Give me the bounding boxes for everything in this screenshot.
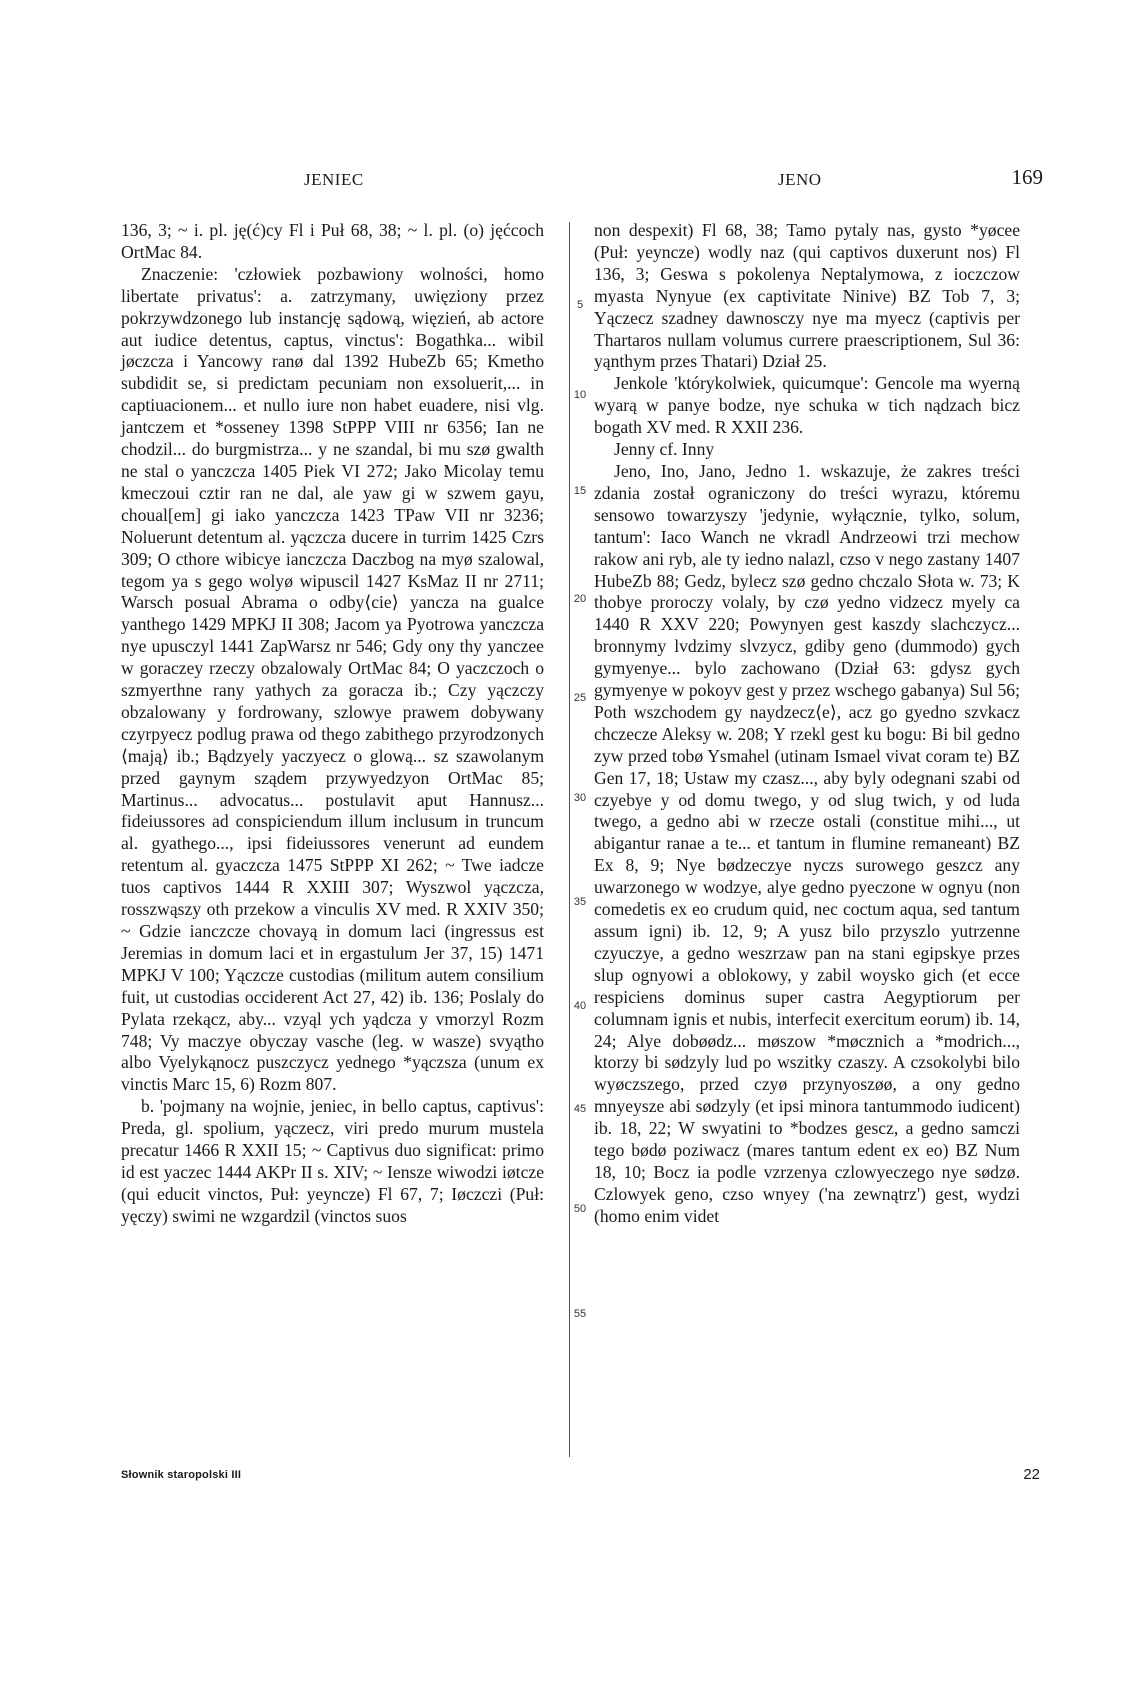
line-number: 20 <box>573 593 587 605</box>
left-column <box>121 220 544 1228</box>
line-number: 10 <box>573 389 587 401</box>
footer-series-title: Słownik staropolski III <box>121 1469 242 1481</box>
entry-paragraph: Znaczenie: 'człowiek pozbawiony wolności, homo libertate privatus': a. zatrzymany, uwięziony przez pokrzywdzonego lub instancję sądową, więzień, ab actore aut iudice detentus, captus, vinctus': Bogathka... wibil jøczcza i Yancowy ranø dal 1392 HubeZb 65; Kmetho subdidit se, si predictam pecuniam non exsoluerit,... in captiuacionem... et nullo iure non habet euadere, nisi vlg. jantczem et *osseney 1398 StPPP VIII nr 6356; Ian ne chodzil... do burgmistrza... y ne szandal, bi mu szø gwalth ne stal o yanczcza 1405 Piek VI 272; Jako Micolay temu kmeczoui cztir ran ne dal, ale yaw gi w szwem gayu, choual[em] gi iako yanczcza 1423 TPaw VII nr 3236; Noluerunt detentum al. yączcza ducere in turrim 1425 Czrs 309; O cthore wibicye ianczcza Daczbog na myø szalowal, tegom ya s gego wolyø wipuscil 1427 KsMaz II nr 2711; Warsch posual Abrama o odby⟨cie⟩ yancza na gualce yanthego 1429 MPKJ II 308; Jacom ya Pyotrowa yanczcza nye upusczyl 1441 ZapWarsz nr 546; Gdy ony thy yanczee w goraczey rzeczy obzalowaly OrtMac 84; O yaczczoch o szmyerthne rany yathych za goracza ib.; Czy yączczy obzalowany y fordrowany, szlowye prawem dobywany czyrpyecz podlug prawa od thego zabithego przyrodzonych ⟨mają⟩ ib.; Bądzyely yaczyecz o glową... sz szawolanym przed gaynym sządem przywyedzyon OrtMac 85; Martinus... advocatus... postulavit aput Hannusz... fideiussores ad conspiciendum illum inclusum in truncum al. gyathego..., ipsi fideiussores venerunt ad eundem retentum al. gyaczcza 1475 StPPP XI 262; ~ Twe iadcze tuos captivos 1444 R XXIII 307; Wyszwol yączcza, rosszwąszy oth przekow a vinculis XV med. R XXIV 350; ~ Gdzie ianczcze chovayą in domum laci (ingressus est Jeremias in domum laci et in ergastulum Jer 37, 15) 1471 MPKJ V 100; Yączcze custodias (militum autem consilium fuit, ut custodias occiderent Act 27, 42) ib. 136; Poslaly do Pylata rzekącz, aby... vzyąl ych yądcza y vmorzyl Rozm 748; Vy maczye obyczay vasche (leg. w wasze) svyątho albo Vyelykąnocz puszczycz yednego *yączsza (unum ex vinctis Marc 15, 6) Rozm 807. <box>121 263 544 1095</box>
line-number: 5 <box>576 299 584 311</box>
left-running-head: JENIEC <box>304 170 364 189</box>
line-number: 30 <box>573 792 587 804</box>
page-number: 169 <box>1011 165 1043 189</box>
line-number: 40 <box>573 1000 587 1012</box>
line-number: 15 <box>573 485 587 497</box>
line-number: 25 <box>573 692 587 704</box>
line-number: 35 <box>573 896 587 908</box>
line-number: 50 <box>573 1203 587 1215</box>
footer-signature-number: 22 <box>1023 1466 1040 1483</box>
entry-paragraph: Jeno, Ino, Jano, Jedno 1. wskazuje, że zakres treści zdania został ograniczony do treści wyrazu, któremu sensowo towarzyszy 'jedynie, wyłącznie, tylko, solum, tantum': Iaco Wanch ne vkradl Andrzeowi trzi mechow rakow ani ryb, ale ty iedno nalazl, czso v nego zastany 1407 HubeZb 88; Gedz, bylecz szø gedno chczalo Słota w. 73; K thobye proroczy volaly, by czø yedno vidzecz myely ca 1440 R XXV 220; Powynyen gest kaszdy slachczycz... bronnymy lvdzimy slvzycz, gdiby geno (dummodo) gych gymyenye... bylo zachowano (Dział 63: gdysz gych gymyenye w pokoyv gest y przez wschego gabanya) Sul 56; Poth wszchodem gy naydzecz⟨e⟩, acz go gyedno szvkacz chczecze Aleksy w. 208; Y rzekl gest ku bogu: Bi bil gedno zyw przed tobø Ysmahel (utinam Ismael vivat coram te) BZ Gen 17, 18; Ustaw my czasz..., aby byly odegnani szabi od czyebye y od domu twego, y od slug twich, y od luda twego, a gedno abi w rzecze ostali (constitue mihi..., ut abigantur ranae a te... et tantum in flumine remaneant) BZ Ex 8, 9; Nye bødzeczye nyczs surowego geszcz any uwarzonego w wodzye, alye gedno pyeczone w ognyu (non comedetis ex eo crudum quid, nec coctum aqua, sed tantum assum igni) ib. 12, 9; A yusz bilo przyszlo yutrzenne czyuczye, a gedno weszrzaw pan na stani egipskye przes slup ognyowi a oblokowy, y zabil woysko gich (et ecce respiciens dominus super castra Aegyptiorum per columnam ignis et nubis, interfecit exercitum eorum) ib. 14, 24; Alye dobøødz... møszow *møcznich a *modrich..., ktorzy bi sødzyly lud po wszitky czaszy. A czsokolybi bilo wyøczszego, przed czyø przynyoszøø, a ony gedno mnyeysze abi sødzyly (et ipsi minora tantummodo iudicent) ib. 18, 22; W swyatini to *bodzes gescz, a gedno samczi tego bødø poziwacz (mares tantum edent ex eo) BZ Num 18, 10; Bocz ia podle vzrzenya czlowyeczego nye sødzø. Czlowyek geno, czso wnyey ('na zewnątrz') gest, wydzi (homo enim videt <box>594 460 1020 1226</box>
entry-paragraph: Jenkole 'którykolwiek, quicumque': Gencole ma wyerną wyarą w panye bodze, nye schuka w tich nądzach bicz bogath XV med. R XXII 236. <box>594 373 1020 438</box>
line-number: 55 <box>573 1308 587 1320</box>
entry-paragraph: Jenny cf. Inny <box>614 439 715 460</box>
entry-paragraph: b. 'pojmany na wojnie, jeniec, in bello captus, captivus': Preda, gl. spolium, yączecz, viri predo murum mustela precatur 1466 R XXII 15; ~ Captivus duo significat: primo id est yaczec 1444 AKPr II s. XIV; ~ Iensze wiwodzi iøtcze (qui educit vinctos, Puł: yeyncze) Fl 67, 7; Iøczczi (Puł: yęczy) swimi ne wzgardzil (vinctos suos <box>121 1096 544 1226</box>
right-running-head: JENO <box>778 170 822 189</box>
column-divider <box>569 222 570 1457</box>
entry-paragraph: non despexit) Fl 68, 38; Tamo pytaly nas, gysto *yøcee (Puł: yeyncze) wodly naz (qui captivos duxerunt nos) Fl 136, 3; Geswa s pokolenya Neptalymowa, z ioczczow myasta Nynyue (ex captivitate Ninive) BZ Tob 7, 3; Yączecz szadney dawnosczy nye ma myecz (captivis per Thartaros nullam volumus currere praescriptionem, Sul 36: yąnthym przes Thatari) Dział 25. <box>594 220 1020 372</box>
line-number: 45 <box>573 1103 587 1115</box>
right-column <box>594 220 1020 1228</box>
entry-paragraph: 136, 3; ~ i. pl. ję(ć)cy Fl i Puł 68, 38; ~ l. pl. (o) jęćcoch OrtMac 84. <box>121 220 544 262</box>
